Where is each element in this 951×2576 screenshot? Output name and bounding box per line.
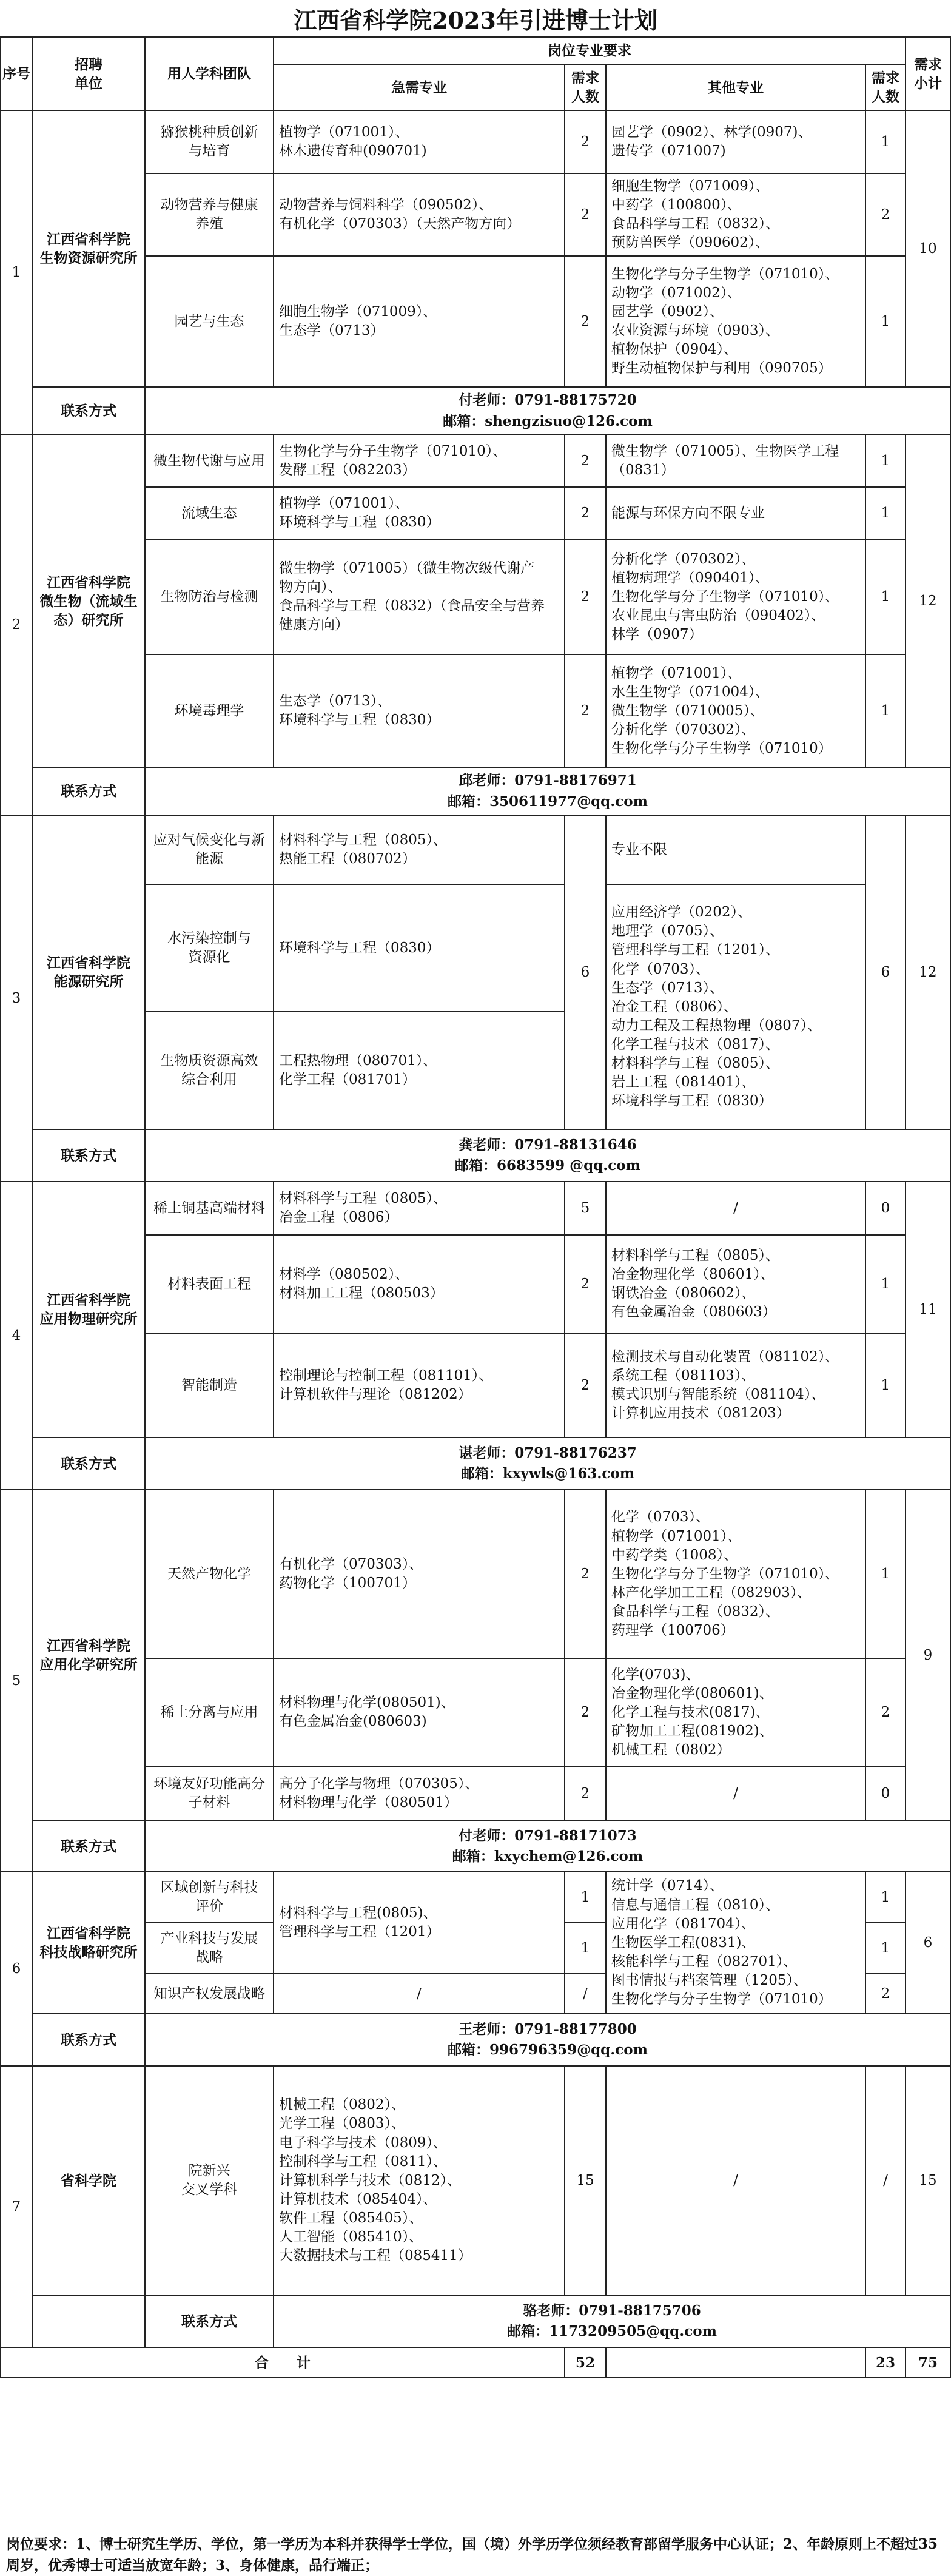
contact-email[interactable]: 邮箱：shengzisuo@126.com bbox=[443, 412, 653, 429]
other-num-cell: 1 bbox=[865, 256, 906, 387]
urgent-num-cell: 2 bbox=[565, 435, 606, 487]
contact-label: 联系方式 bbox=[145, 2295, 274, 2347]
other-cell: / bbox=[606, 1766, 865, 1821]
other-num-cell: 1 bbox=[865, 1235, 906, 1333]
other-cell: 细胞生物学（071009）、 中药学（100800）、 食品科学与工程（0832）、 预防兽医学（090602）、 bbox=[606, 173, 865, 256]
urgent-num-cell: 2 bbox=[565, 1766, 606, 1821]
contact-info bbox=[145, 1129, 950, 1182]
contact-person: 付老师：0791-88175720 bbox=[459, 392, 637, 409]
urgent-num-cell: 2 bbox=[565, 110, 606, 173]
table-row bbox=[1, 1872, 950, 1923]
other-cell: 植物学（071001）、 水生生物学（071004）、 微生物学（0710005）、 分析化学（070302）、 生物化学与分子生物学（071010） bbox=[606, 654, 865, 767]
contact-label: 联系方式 bbox=[32, 2014, 145, 2066]
urgent-num-cell: 2 bbox=[565, 1490, 606, 1658]
contact-label: 联系方式 bbox=[32, 387, 145, 435]
urgent-cell: 控制理论与控制工程（081101）、 计算机软件与理论（081202） bbox=[274, 1333, 565, 1438]
contact-email[interactable]: 邮箱：1173209505@qq.com bbox=[507, 2323, 717, 2340]
urgent-num-cell: 1 bbox=[565, 1872, 606, 1923]
total-row bbox=[1, 2347, 950, 2378]
seq-cell: 3 bbox=[1, 815, 32, 1182]
team-cell: 智能制造 bbox=[145, 1333, 274, 1438]
other-num-cell: 0 bbox=[865, 1182, 906, 1235]
team-cell: 稀土分离与应用 bbox=[145, 1658, 274, 1766]
header-other-num: 需求人数 bbox=[865, 64, 906, 110]
subtotal-cell: 12 bbox=[906, 435, 950, 767]
urgent-cell: 动物营养与饲料科学（090502）、 有机化学（070303）（天然产物方向） bbox=[274, 173, 565, 256]
team-cell: 动物营养与健康 养殖 bbox=[145, 173, 274, 256]
total-urgent: 52 bbox=[565, 2347, 606, 2378]
urgent-num-cell: 2 bbox=[565, 173, 606, 256]
urgent-num-cell: / bbox=[565, 1974, 606, 2014]
urgent-num-cell: 2 bbox=[565, 1235, 606, 1333]
other-num-cell: 1 bbox=[865, 654, 906, 767]
contact-row bbox=[1, 1129, 950, 1182]
urgent-cell: 工程热物理（080701）、 化学工程（081701） bbox=[274, 1012, 565, 1129]
urgent-cell: 植物学（071001）、 林木遗传育种(090701) bbox=[274, 110, 565, 173]
other-cell: 化学（0703）、 植物学（071001）、 中药学类（1008）、 生物化学与分子生物学（071010）、 林产化学加工工程（082903）、 食品科学与工程（0832）、 药理学（100706） bbox=[606, 1490, 865, 1658]
contact-person: 王老师：0791-88177800 bbox=[459, 2020, 637, 2037]
subtotal-cell: 11 bbox=[906, 1182, 950, 1438]
header-urgent-num: 需求人数 bbox=[565, 64, 606, 110]
contact-info bbox=[145, 767, 950, 815]
contact-email[interactable]: 邮箱：996796359@qq.com bbox=[448, 2042, 648, 2059]
urgent-cell: 材料科学与工程(0805)、 管理科学与工程（1201） bbox=[274, 1872, 565, 1974]
seq-cell: 2 bbox=[1, 435, 32, 815]
other-num-cell: 1 bbox=[865, 1333, 906, 1438]
header-subtotal: 需求小计 bbox=[906, 37, 950, 110]
contact-info bbox=[145, 2014, 950, 2066]
urgent-cell: 细胞生物学（071009）、 生态学（0713） bbox=[274, 256, 565, 387]
team-cell: 猕猴桃种质创新 与培育 bbox=[145, 110, 274, 173]
team-cell: 园艺与生态 bbox=[145, 256, 274, 387]
team-cell: 天然产物化学 bbox=[145, 1490, 274, 1658]
other-num-cell: 1 bbox=[865, 1490, 906, 1658]
subtotal-cell: 9 bbox=[906, 1490, 950, 1821]
other-num-cell: 6 bbox=[865, 815, 906, 1129]
contact-row bbox=[1, 2295, 950, 2347]
unit-name: 江西省科学院 微生物（流域生 态）研究所 bbox=[32, 435, 145, 767]
team-cell: 应对气候变化与新 能源 bbox=[145, 815, 274, 884]
contact-label: 联系方式 bbox=[32, 767, 145, 815]
contact-person: 邱老师：0791-88176971 bbox=[459, 772, 637, 789]
header-seq: 序号 bbox=[1, 37, 32, 110]
contact-person: 谌老师：0791-88176237 bbox=[459, 1444, 637, 1461]
table-row bbox=[1, 1182, 950, 1235]
urgent-cell: 材料学（080502）、 材料加工工程（080503） bbox=[274, 1235, 565, 1333]
team-cell: 产业科技与发展 战略 bbox=[145, 1923, 274, 1974]
seq-cell: 4 bbox=[1, 1182, 32, 1490]
team-cell: 生物防治与检测 bbox=[145, 539, 274, 654]
urgent-cell: 材料物理与化学(080501)、 有色金属冶金(080603) bbox=[274, 1658, 565, 1766]
subtotal-cell: 15 bbox=[906, 2066, 950, 2295]
contact-row bbox=[1, 1821, 950, 1872]
team-cell: 水污染控制与 资源化 bbox=[145, 884, 274, 1012]
unit-name: 省科学院 bbox=[32, 2066, 145, 2295]
header-unit: 招聘 单位 bbox=[32, 37, 145, 110]
other-cell: 能源与环保方向不限专业 bbox=[606, 487, 865, 539]
other-cell: 应用经济学（0202）、 地理学（0705）、 管理科学与工程（1201）、 化学（0703）、 生态学（0713）、 冶金工程（0806）、 动力工程及工程热物理（0807）、 化学工程与技术（0817）、 材料科学与工程（0805）、 岩土工程（081401）、 环境科学与工程（0830） bbox=[606, 884, 865, 1129]
urgent-cell: 生态学（0713）、 环境科学与工程（0830） bbox=[274, 654, 565, 767]
contact-email[interactable]: 邮箱：6683599 @qq.com bbox=[455, 1157, 640, 1174]
urgent-num-cell: 15 bbox=[565, 2066, 606, 2295]
urgent-num-cell: 1 bbox=[565, 1923, 606, 1974]
urgent-cell: 植物学（071001）、 环境科学与工程（0830） bbox=[274, 487, 565, 539]
other-cell: / bbox=[606, 2066, 865, 2295]
other-cell: 材料科学与工程（0805）、 冶金物理化学（80601）、 钢铁冶金（080602）、 有色金属冶金（080603） bbox=[606, 1235, 865, 1333]
team-cell: 知识产权发展战略 bbox=[145, 1974, 274, 2014]
team-cell: 环境毒理学 bbox=[145, 654, 274, 767]
urgent-num-cell: 2 bbox=[565, 654, 606, 767]
contact-label: 联系方式 bbox=[32, 1438, 145, 1490]
page-title: 江西省科学院2023年引进博士计划 bbox=[0, 0, 951, 36]
urgent-num-cell: 2 bbox=[565, 256, 606, 387]
urgent-cell: 机械工程（0802）、 光学工程（0803）、 电子科学与技术（0809）、 控制科学与工程（0811）、 计算机科学与技术（0812）、 计算机技术（085404）、 软件工程（085405）、 人工智能（085410）、 大数据技术与工程（085411） bbox=[274, 2066, 565, 2295]
other-cell: 检测技术与自动化装置（081102）、 系统工程（081103）、 模式识别与智能系统（081104）、 计算机应用技术（081203） bbox=[606, 1333, 865, 1438]
subtotal-cell: 10 bbox=[906, 110, 950, 387]
contact-label: 联系方式 bbox=[32, 1129, 145, 1182]
urgent-cell: 材料科学与工程（0805）、 冶金工程（0806） bbox=[274, 1182, 565, 1235]
table-row bbox=[1, 1490, 950, 1658]
subtotal-cell: 6 bbox=[906, 1872, 950, 2014]
contact-info bbox=[145, 387, 950, 435]
team-cell: 环境友好功能高分 子材料 bbox=[145, 1766, 274, 1821]
urgent-cell: 材料科学与工程（0805）、 热能工程（080702） bbox=[274, 815, 565, 884]
urgent-num-cell: 2 bbox=[565, 539, 606, 654]
urgent-cell: 生物化学与分子生物学（071010）、 发酵工程（082203） bbox=[274, 435, 565, 487]
contact-info bbox=[145, 1821, 950, 1872]
other-num-cell: 2 bbox=[865, 1974, 906, 2014]
contact-email[interactable]: 邮箱：kxychem@126.com bbox=[452, 1848, 644, 1865]
empty-cell bbox=[32, 2295, 145, 2347]
recruitment-table-wrapper bbox=[0, 36, 951, 2378]
header-team: 用人学科团队 bbox=[145, 37, 274, 110]
other-cell: 化学(0703)、 冶金物理化学(080601)、 化学工程与技术(0817)、 矿物加工工程(081902)、 机械工程（0802） bbox=[606, 1658, 865, 1766]
urgent-cell: 环境科学与工程（0830） bbox=[274, 884, 565, 1012]
contact-person: 龚老师：0791-88131646 bbox=[459, 1136, 637, 1153]
total-sum: 75 bbox=[906, 2347, 950, 2378]
other-cell: 统计学（0714）、 信息与通信工程（0810）、 应用化学（081704）、 生物医学工程(0831)、 核能科学与工程（082701）、 图书情报与档案管理（1205）、 生物化学与分子生物学（071010） bbox=[606, 1872, 865, 2014]
other-cell: 园艺学（0902）、林学(0907)、 遗传学（071007) bbox=[606, 110, 865, 173]
unit-name: 江西省科学院 科技战略研究所 bbox=[32, 1872, 145, 2014]
other-num-cell: 1 bbox=[865, 539, 906, 654]
unit-name: 江西省科学院 能源研究所 bbox=[32, 815, 145, 1129]
team-cell: 院新兴 交叉学科 bbox=[145, 2066, 274, 2295]
urgent-num-cell: 5 bbox=[565, 1182, 606, 1235]
other-num-cell: 2 bbox=[865, 173, 906, 256]
urgent-cell: 微生物学（071005）（微生物次级代谢产 物方向）、 食品科学与工程（0832）（食品安全与营养 健康方向） bbox=[274, 539, 565, 654]
recruitment-table bbox=[0, 36, 951, 2378]
total-label: 合 计 bbox=[1, 2347, 565, 2378]
seq-cell: 6 bbox=[1, 1872, 32, 2066]
other-cell: 专业不限 bbox=[606, 815, 865, 884]
empty-cell bbox=[606, 2347, 865, 2378]
contact-row bbox=[1, 2014, 950, 2066]
header-requirements: 岗位专业要求 bbox=[274, 37, 906, 64]
contact-person: 付老师：0791-88171073 bbox=[459, 1827, 637, 1844]
other-cell: 分析化学（070302）、 植物病理学（090401）、 生物化学与分子生物学（071010）、 农业昆虫与害虫防治（090402）、 林学（0907） bbox=[606, 539, 865, 654]
other-cell: / bbox=[606, 1182, 865, 1235]
team-cell: 稀土铜基高端材料 bbox=[145, 1182, 274, 1235]
seq-cell: 1 bbox=[1, 110, 32, 435]
contact-label: 联系方式 bbox=[32, 1821, 145, 1872]
other-num-cell: 1 bbox=[865, 1872, 906, 1923]
team-cell: 微生物代谢与应用 bbox=[145, 435, 274, 487]
urgent-cell: 高分子化学与物理（070305）、 材料物理与化学（080501） bbox=[274, 1766, 565, 1821]
team-cell: 流域生态 bbox=[145, 487, 274, 539]
seq-cell: 5 bbox=[1, 1490, 32, 1872]
other-num-cell: 0 bbox=[865, 1766, 906, 1821]
urgent-cell: 有机化学（070303）、 药物化学（100701） bbox=[274, 1490, 565, 1658]
other-cell: 生物化学与分子生物学（071010）、 动物学（071002）、 园艺学（0902）、 农业资源与环境（0903）、 植物保护（0904）、 野生动植物保护与利用（090705） bbox=[606, 256, 865, 387]
contact-email[interactable]: 邮箱：350611977@qq.com bbox=[448, 793, 648, 810]
team-cell: 区域创新与科技 评价 bbox=[145, 1872, 274, 1923]
other-num-cell: 1 bbox=[865, 110, 906, 173]
contact-info bbox=[274, 2295, 950, 2347]
table-row bbox=[1, 2066, 950, 2295]
urgent-cell: / bbox=[274, 1974, 565, 2014]
seq-cell: 7 bbox=[1, 2066, 32, 2347]
other-num-cell: 1 bbox=[865, 435, 906, 487]
urgent-num-cell: 2 bbox=[565, 487, 606, 539]
unit-name: 江西省科学院 应用化学研究所 bbox=[32, 1490, 145, 1821]
other-cell: 微生物学（071005）、生物医学工程 （0831） bbox=[606, 435, 865, 487]
contact-email[interactable]: 邮箱：kxywls@163.com bbox=[460, 1465, 635, 1482]
total-other: 23 bbox=[865, 2347, 906, 2378]
other-num-cell: 1 bbox=[865, 487, 906, 539]
table-row bbox=[1, 815, 950, 884]
unit-name: 江西省科学院 生物资源研究所 bbox=[32, 110, 145, 387]
table-row bbox=[1, 110, 950, 173]
contact-person: 骆老师：0791-88175706 bbox=[523, 2302, 701, 2319]
urgent-num-cell: 6 bbox=[565, 815, 606, 1129]
other-num-cell: 1 bbox=[865, 1923, 906, 1974]
other-num-cell: 2 bbox=[865, 1658, 906, 1766]
contact-row bbox=[1, 767, 950, 815]
team-cell: 材料表面工程 bbox=[145, 1235, 274, 1333]
contact-info bbox=[145, 1438, 950, 1490]
other-num-cell: / bbox=[865, 2066, 906, 2295]
subtotal-cell: 12 bbox=[906, 815, 950, 1129]
urgent-num-cell: 2 bbox=[565, 1658, 606, 1766]
team-cell: 生物质资源高效 综合利用 bbox=[145, 1012, 274, 1129]
unit-name: 江西省科学院 应用物理研究所 bbox=[32, 1182, 145, 1438]
table-row bbox=[1, 435, 950, 487]
contact-row bbox=[1, 1438, 950, 1490]
header-other: 其他专业 bbox=[606, 64, 865, 110]
contact-row bbox=[1, 387, 950, 435]
header-urgent: 急需专业 bbox=[274, 64, 565, 110]
requirements-note: 岗位要求：1、博士研究生学历、学位，第一学历为本科并获得学士学位，国（境）外学历学位须经教育部留学服务中心认证；2、年龄原则上不超过35周岁，优秀博士可适当放宽年龄；3、身体健康，品行端正； bbox=[6, 2536, 938, 2574]
urgent-num-cell: 2 bbox=[565, 1333, 606, 1438]
